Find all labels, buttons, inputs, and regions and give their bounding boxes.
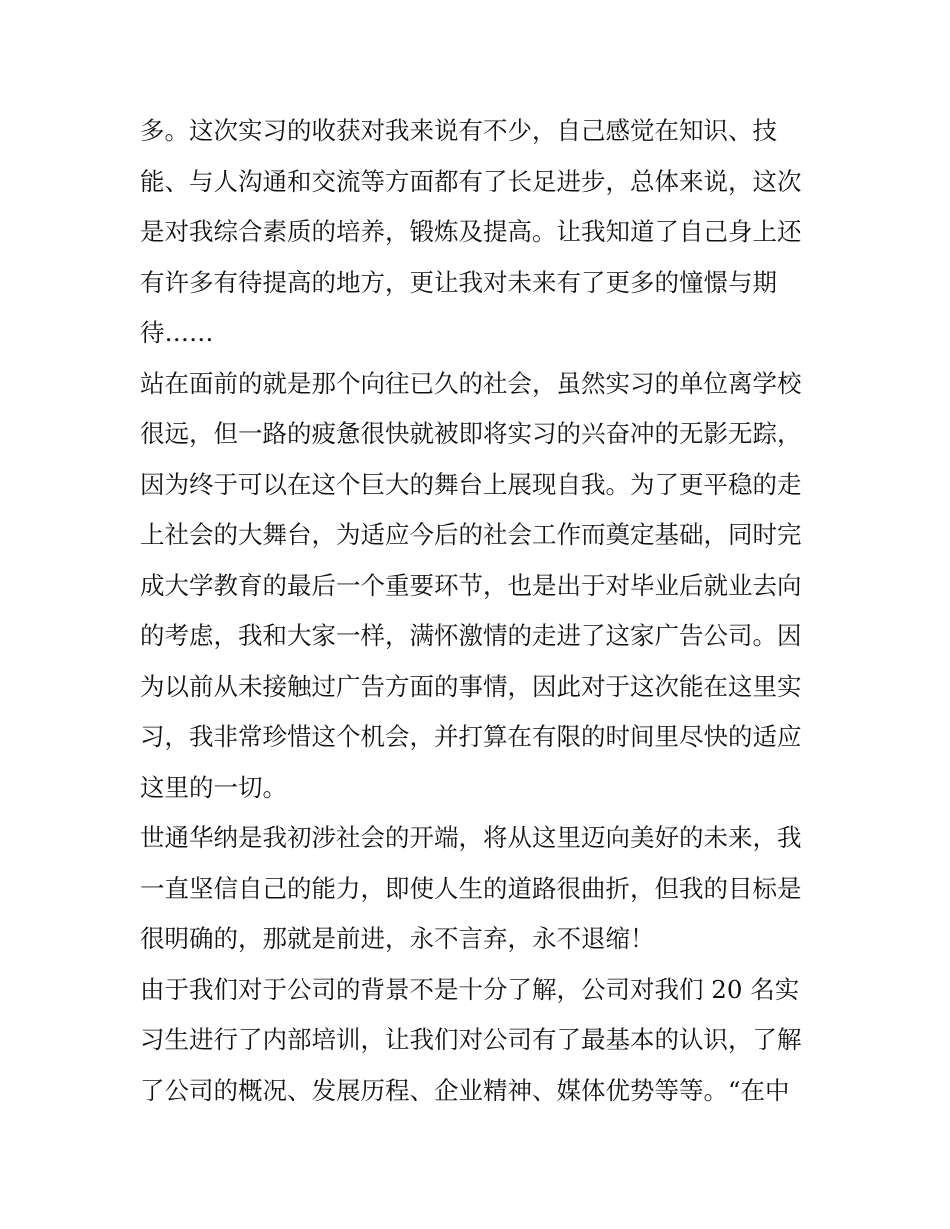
text-line: 很远，但一路的疲惫很快就被即将实习的兴奋冲的无影无踪， xyxy=(140,419,802,448)
text-line: 有许多有待提高的地方，更让我对未来有了更多的憧憬与期 xyxy=(140,267,777,297)
text-line: 了公司的概况、发展历程、企业精神、媒体优势等等。“在中 xyxy=(140,1075,790,1105)
text-line: 很明确的，那就是前进，永不言弃，永不退缩！ xyxy=(140,924,655,953)
text-line: 为以前从未接触过广告方面的事情，因此对于这次能在这里实 xyxy=(140,671,802,701)
text-line: 习生进行了内部培训，让我们对公司有了最基本的认识，了解 xyxy=(140,1025,802,1054)
text-line: 能、与人沟通和交流等方面都有了长足进步，总体来说，这次 xyxy=(140,166,802,196)
text-line: 习，我非常珍惜这个机会，并打算在有限的时间里尽快的适应 xyxy=(140,722,802,751)
text-line: 由于我们对于公司的背景不是十分了解，公司对我们 20 名实 xyxy=(140,974,800,1004)
text-line: 因为终于可以在这个巨大的舞台上展现自我。为了更平稳的走 xyxy=(140,469,802,499)
text-line: 一直坚信自己的能力，即使人生的道路很曲折，但我的目标是 xyxy=(140,873,802,903)
text-line: 成大学教育的最后一个重要环节，也是出于对毕业后就业去向 xyxy=(140,570,802,600)
document-body-text xyxy=(140,106,820,1116)
text-line: 是对我综合素质的培养，锻炼及提高。让我知道了自己身上还 xyxy=(140,217,802,246)
text-line: 待…… xyxy=(140,318,214,347)
text-line: 上社会的大舞台，为适应今后的社会工作而奠定基础，同时完 xyxy=(140,520,802,549)
text-line: 站在面前的就是那个向往已久的社会，虽然实习的单位离学校 xyxy=(140,368,802,398)
text-line: 的考虑，我和大家一样，满怀激情的走进了这家广告公司。因 xyxy=(140,621,802,650)
text-line: 多。这次实习的收获对我来说有不少，自己感觉在知识、技 xyxy=(140,116,777,145)
text-line: 这里的一切。 xyxy=(140,772,287,802)
text-line: 世通华纳是我初涉社会的开端，将从这里迈向美好的未来，我 xyxy=(140,823,802,852)
